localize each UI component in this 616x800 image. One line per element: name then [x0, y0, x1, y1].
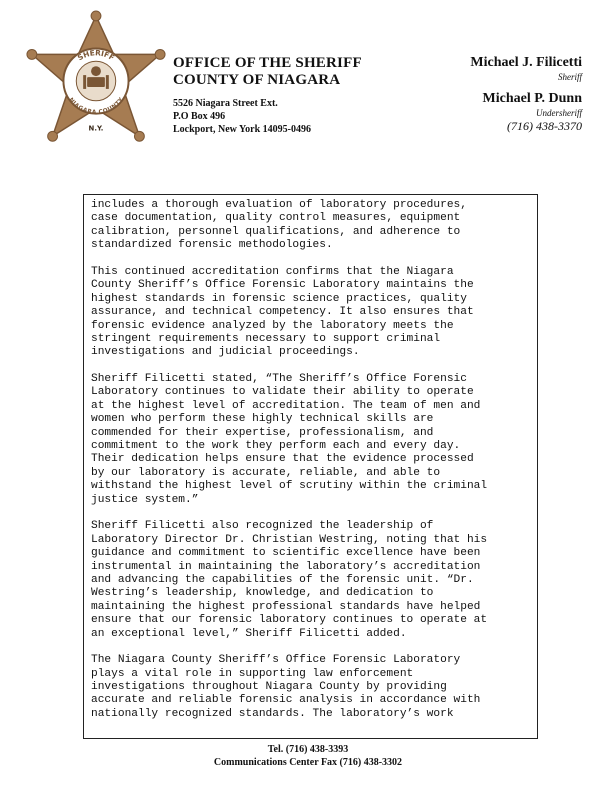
- office-block: [173, 55, 362, 136]
- body-text-line: an exceptional level,” Sheriff Filicetti added.: [91, 627, 407, 640]
- sheriff-star-badge-icon: [22, 10, 170, 156]
- body-text-line: women who perform these highly technical skills are: [91, 413, 434, 426]
- body-text-line: forensic evidence analyzed by the laboratory meets the: [91, 319, 454, 332]
- badge-state-text: N.Y.: [88, 124, 104, 133]
- body-text-line: instrumental in maintaining the laboratory’s accreditation: [91, 560, 481, 573]
- body-text-line: by our laboratory is accurate, reliable, and able to: [91, 466, 441, 479]
- footer-tel: Tel. (716) 438-3393: [267, 744, 349, 755]
- address-po-box: P.O Box 496: [173, 111, 226, 122]
- body-text-line: nationally recognized standards. The laboratory’s work: [91, 707, 454, 720]
- address-block: [173, 97, 362, 136]
- body-text-line: assurance, and technical competency. It also ensures that: [91, 306, 474, 319]
- body-text-line: [91, 253, 531, 266]
- body-text-line: maintaining the highest professional standards have helped: [91, 600, 481, 613]
- badge-top-text: SHERIFF: [75, 48, 117, 63]
- body-text-line: standardized forensic methodologies.: [91, 239, 333, 252]
- body-text-line: [91, 641, 531, 654]
- press-release-body: [83, 194, 538, 739]
- body-text-line: Laboratory continues to validate their ability to operate: [91, 386, 474, 399]
- body-text-line: at the highest level of accreditation. The team of men and: [91, 399, 481, 412]
- body-text-line: case documentation, quality control measures, equipment: [91, 212, 461, 225]
- body-text-line: Sheriff Filicetti also recognized the leadership of: [91, 520, 434, 533]
- office-title: OFFICE OF THE SHERIFF: [173, 55, 362, 71]
- body-text-line: justice system.”: [91, 493, 199, 506]
- body-text-line: The Niagara County Sheriff’s Office Forensic Laboratory: [91, 654, 461, 667]
- body-text-line: investigations throughout Niagara County by providing: [91, 681, 447, 694]
- body-text-line: Sheriff Filicetti stated, “The Sheriff’s Office Forensic: [91, 373, 467, 386]
- body-text-line: calibration, personnel qualifications, and adherence to: [91, 225, 461, 238]
- body-text: [91, 199, 531, 721]
- body-text-line: [91, 360, 531, 373]
- body-text-line: County Sheriff’s Office Forensic Laboratory maintains the: [91, 279, 474, 292]
- address-city: Lockport, New York 14095-0496: [173, 124, 311, 135]
- body-text-line: and advancing the capabilities of the forensic unit. “Dr.: [91, 573, 474, 586]
- body-text-line: [91, 507, 531, 520]
- county-title: COUNTY OF NIAGARA: [173, 72, 341, 88]
- address-street: 5526 Niagara Street Ext.: [173, 98, 278, 109]
- body-text-line: plays a vital role in supporting law enforcement: [91, 667, 414, 680]
- undersheriff-title: Undersheriff: [536, 108, 582, 118]
- body-text-line: Westring’s leadership, knowledge, and dedication to: [91, 587, 434, 600]
- body-text-line: includes a thorough evaluation of laboratory procedures,: [91, 199, 467, 211]
- sheriff-name: Michael J. Filicetti: [470, 55, 582, 70]
- body-text-line: ensure that our forensic laboratory continues to operate at: [91, 614, 488, 627]
- body-text-line: stringent requirements necessary to support criminal: [91, 332, 441, 345]
- body-text-line: highest standards in forensic science practices, quality: [91, 292, 467, 305]
- body-text-line: Their dedication helps ensure that the evidence processed: [91, 453, 474, 466]
- undersheriff-name: Michael P. Dunn: [482, 91, 582, 106]
- footer-fax: Communications Center Fax (716) 438-3302: [213, 757, 403, 768]
- office-phone: (716) 438-3370: [507, 119, 582, 133]
- badge-bottom-text: NIAGARA COUNTY: [67, 97, 125, 116]
- officials-block: [470, 55, 582, 134]
- body-text-line: commended for their expertise, professionalism, and: [91, 426, 434, 439]
- body-text-line: commitment to the work they perform each and every day.: [91, 440, 461, 453]
- body-text-line: withstand the highest level of scrutiny within the criminal: [91, 480, 488, 493]
- body-text-line: Laboratory Director Dr. Christian Westring, noting that his: [91, 533, 488, 546]
- body-text-line: investigations and judicial proceedings.: [91, 346, 360, 359]
- sheriff-title: Sheriff: [558, 72, 582, 82]
- body-text-line: This continued accreditation confirms that the Niagara: [91, 265, 454, 278]
- body-text-line: accurate and reliable forensic analysis in accordance with: [91, 694, 481, 707]
- body-text-line: guidance and commitment to scientific excellence have been: [91, 547, 481, 560]
